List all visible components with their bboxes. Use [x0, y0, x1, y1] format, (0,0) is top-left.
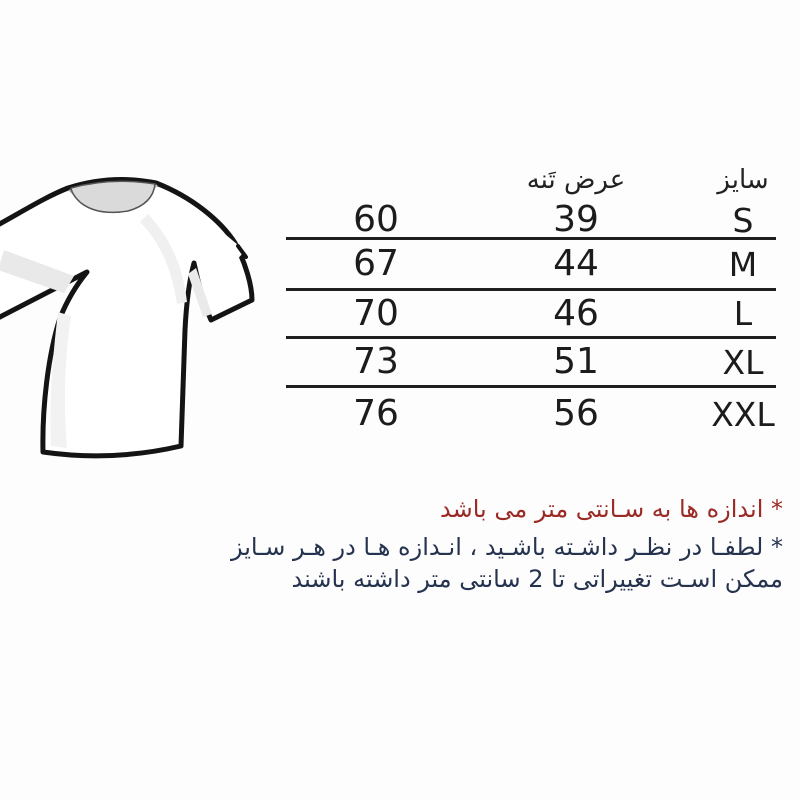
length-value: 76 — [353, 393, 399, 434]
body-width-value: 56 — [553, 393, 599, 434]
body-width-value: 44 — [553, 243, 599, 284]
size-chart-table — [286, 158, 776, 440]
tshirt-icon — [0, 150, 290, 480]
body-width-value: 39 — [553, 199, 599, 240]
note-units: * اندازه ها به سـانتی متر می باشد — [440, 495, 783, 523]
length-value: 70 — [353, 292, 399, 334]
table-row — [286, 199, 776, 240]
tshirt-body-shape — [0, 179, 252, 455]
header-size: سایز — [717, 165, 769, 195]
table-header-row — [286, 158, 776, 202]
size-label: S — [732, 200, 754, 240]
body-width-value: 51 — [553, 341, 599, 382]
table-row — [286, 240, 776, 291]
footnotes — [177, 494, 783, 595]
length-value: 67 — [353, 243, 399, 284]
note-tolerance-line2: ممکن اسـت تغییراتی تا 2 سانتی متر داشته باشند — [291, 565, 783, 593]
table-row — [286, 339, 776, 388]
header-body-width: عرض تَنه — [526, 165, 626, 195]
header-length — [286, 158, 466, 202]
body-width-value: 46 — [553, 292, 599, 334]
size-label: XL — [722, 342, 764, 382]
tshirt-illustration — [0, 150, 290, 480]
size-label: XXL — [711, 394, 775, 434]
size-label: M — [728, 244, 758, 284]
size-label: L — [733, 294, 753, 333]
length-value: 60 — [353, 199, 399, 240]
note-tolerance-line1: * لطفـا در نظـر داشـته باشـید ، انـدازه هـا در هـر سـایز — [230, 533, 783, 561]
length-value: 73 — [353, 341, 399, 382]
table-row — [286, 388, 776, 440]
table-row — [286, 291, 776, 339]
